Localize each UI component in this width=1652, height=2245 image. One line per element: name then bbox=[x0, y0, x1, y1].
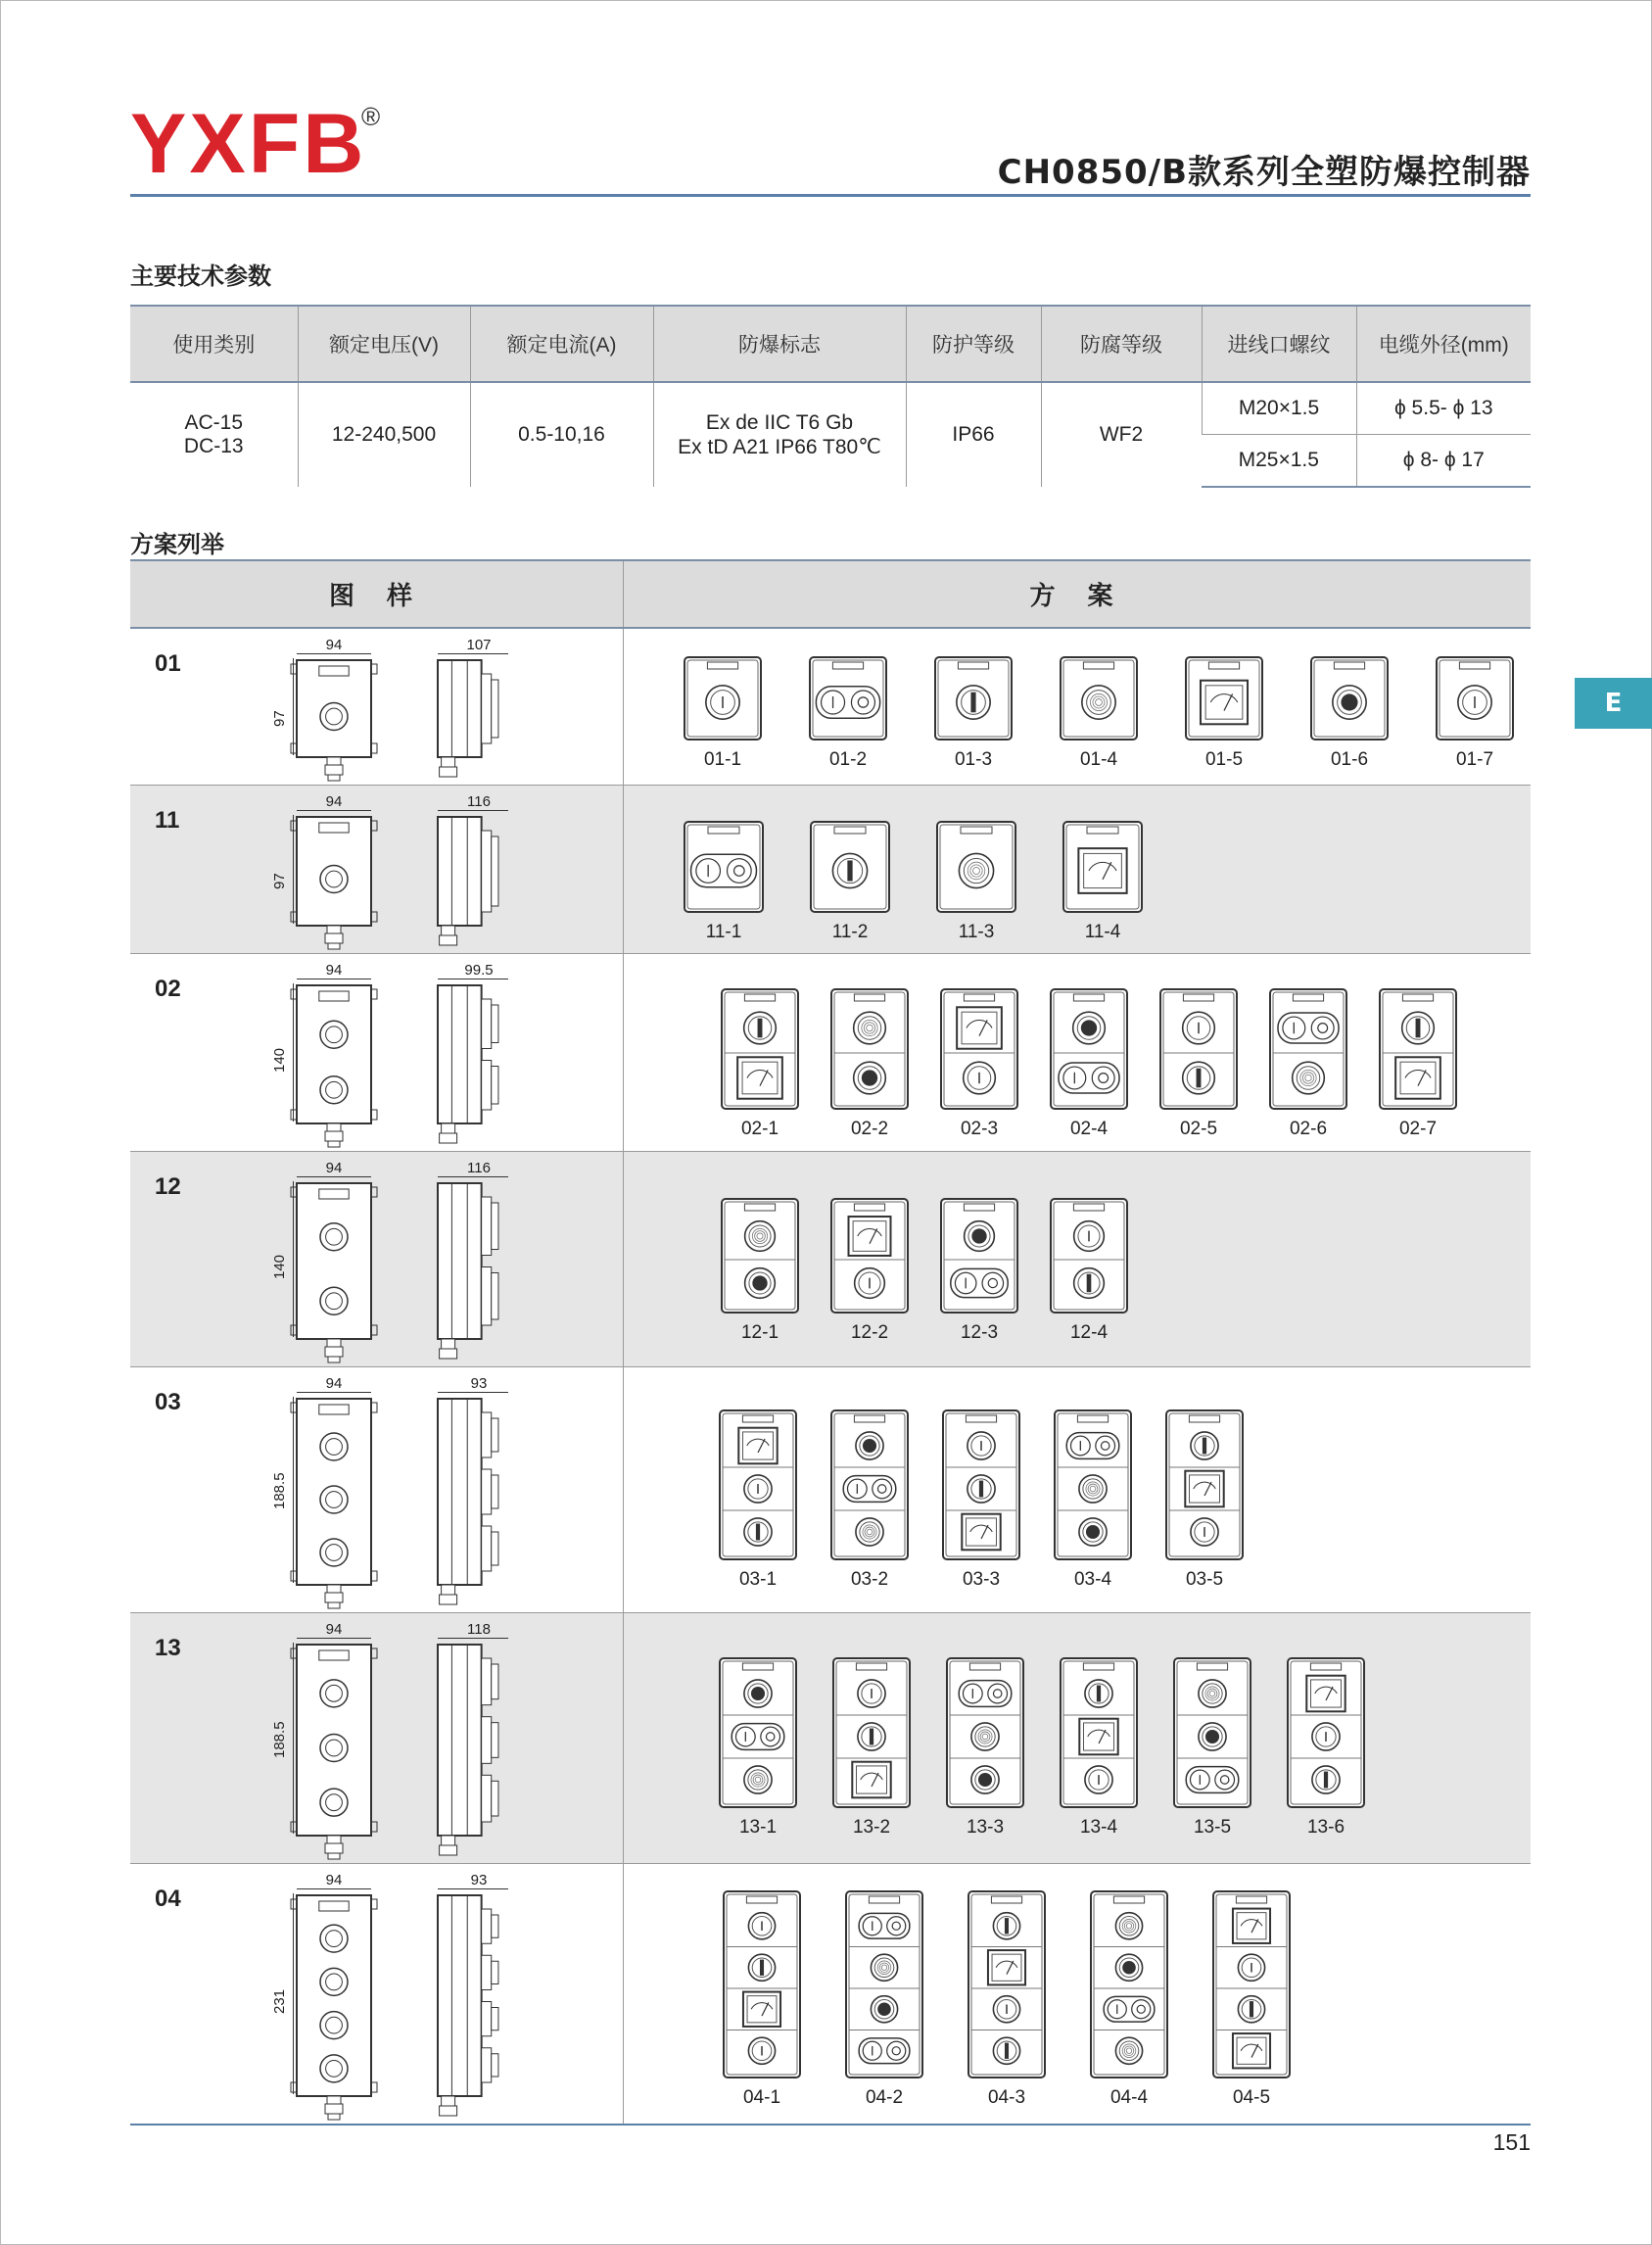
variant-item[interactable] bbox=[1059, 1656, 1139, 1839]
section-tab[interactable]: E bbox=[1575, 678, 1652, 729]
variant-code: 04-3 bbox=[987, 2087, 1026, 2108]
front-view-drawing bbox=[287, 1621, 381, 1863]
enclosure-drawing bbox=[831, 1656, 912, 1809]
enclosure-drawing bbox=[683, 820, 765, 914]
variant-code: 01-2 bbox=[828, 749, 868, 770]
front-view-drawing bbox=[287, 1872, 381, 2124]
plan-drawing-cell bbox=[130, 1864, 624, 2124]
variant-item[interactable] bbox=[829, 1197, 910, 1344]
variant-code: 12-2 bbox=[850, 1322, 889, 1343]
plans-section-title: 方案列举 bbox=[130, 531, 224, 558]
variant-item[interactable] bbox=[967, 1889, 1047, 2109]
plan-variants-cell bbox=[624, 1152, 1531, 1366]
enclosure-drawing bbox=[1378, 987, 1458, 1111]
plan-drawing-cell bbox=[130, 786, 624, 953]
enclosure-drawing bbox=[718, 1409, 798, 1561]
depth-dimension: 93 bbox=[470, 1375, 488, 1392]
enclosure-drawing bbox=[1158, 987, 1239, 1111]
variant-code: 03-4 bbox=[1073, 1569, 1112, 1590]
spec-current: 0.5-10,16 bbox=[470, 382, 653, 487]
enclosure-drawing bbox=[809, 820, 891, 914]
variant-code: 02-3 bbox=[960, 1119, 999, 1139]
variant-item[interactable] bbox=[1184, 655, 1264, 771]
spec-header: 防腐等级 bbox=[1041, 306, 1202, 382]
variant-item[interactable] bbox=[829, 987, 910, 1140]
height-dimension: 188.5 bbox=[271, 1720, 288, 1758]
height-dimension: 97 bbox=[271, 709, 288, 727]
front-view-drawing bbox=[287, 1375, 381, 1612]
enclosure-drawing bbox=[1211, 1889, 1292, 2079]
plan-code: 11 bbox=[155, 807, 180, 834]
spec-section-title: 主要技术参数 bbox=[130, 263, 271, 290]
variant-code: 12-1 bbox=[740, 1322, 779, 1343]
variant-code: 01-3 bbox=[954, 749, 993, 770]
enclosure-drawing bbox=[1309, 655, 1390, 741]
variant-code: 02-4 bbox=[1069, 1119, 1109, 1139]
plan-drawing-cell bbox=[130, 1613, 624, 1863]
variant-code: 01-5 bbox=[1204, 749, 1244, 770]
spec-header: 电缆外径(mm) bbox=[1356, 306, 1531, 382]
enclosure-drawing bbox=[683, 655, 763, 741]
variant-code: 03-3 bbox=[962, 1569, 1001, 1590]
plans-header-drawing: 图 样 bbox=[130, 561, 624, 627]
variant-item[interactable] bbox=[720, 1197, 800, 1344]
spec-header: 额定电压(V) bbox=[298, 306, 470, 382]
height-dimension: 140 bbox=[271, 1254, 288, 1279]
registered-mark: ® bbox=[361, 102, 384, 131]
plan-code: 02 bbox=[155, 976, 181, 1002]
plans-header-scheme: 方 案 bbox=[1029, 582, 1125, 611]
spec-header: 防护等级 bbox=[906, 306, 1041, 382]
variant-item[interactable] bbox=[1378, 987, 1458, 1140]
variant-item[interactable] bbox=[809, 820, 891, 943]
spec-protection: IP66 bbox=[906, 382, 1041, 487]
ex-mark-gas: Ex de IIC T6 Gb bbox=[705, 410, 854, 434]
variant-code: 01-6 bbox=[1330, 749, 1369, 770]
plans-header bbox=[130, 559, 1531, 629]
enclosure-drawing bbox=[939, 987, 1019, 1111]
enclosure-drawing bbox=[829, 1409, 910, 1561]
spec-row bbox=[130, 382, 1531, 435]
enclosure-drawing bbox=[935, 820, 1017, 914]
variant-item[interactable] bbox=[718, 1409, 798, 1591]
brand-logo bbox=[130, 97, 384, 191]
width-dimension: 94 bbox=[325, 793, 343, 810]
variant-item[interactable] bbox=[1049, 987, 1129, 1140]
variant-code: 13-5 bbox=[1193, 1817, 1232, 1838]
enclosure-drawing bbox=[933, 655, 1014, 741]
enclosure-drawing bbox=[1059, 655, 1139, 741]
plan-variants-cell bbox=[624, 629, 1531, 785]
depth-dimension: 99.5 bbox=[464, 962, 494, 979]
enclosure-drawing bbox=[967, 1889, 1047, 2079]
plan-code: 12 bbox=[155, 1173, 181, 1200]
front-view-drawing bbox=[287, 637, 381, 785]
plan-row bbox=[130, 1613, 1531, 1864]
side-view-drawing bbox=[434, 1621, 534, 1863]
width-dimension: 94 bbox=[325, 1160, 343, 1176]
variant-item[interactable] bbox=[683, 820, 765, 943]
height-dimension: 231 bbox=[271, 1988, 288, 2014]
front-view-drawing bbox=[287, 962, 381, 1151]
plan-variants-cell bbox=[624, 1864, 1531, 2124]
plan-drawing-cell bbox=[130, 1152, 624, 1366]
spec-table bbox=[130, 305, 1531, 488]
variant-item[interactable] bbox=[935, 820, 1017, 943]
enclosure-drawing bbox=[1062, 820, 1144, 914]
variant-code: 01-7 bbox=[1455, 749, 1494, 770]
spec-header: 进线口螺纹 bbox=[1202, 306, 1356, 382]
variant-code: 11-4 bbox=[1084, 922, 1121, 942]
enclosure-drawing bbox=[941, 1409, 1021, 1561]
variant-item[interactable] bbox=[1089, 1889, 1169, 2109]
variant-code: 13-1 bbox=[738, 1817, 778, 1838]
variant-code: 04-5 bbox=[1232, 2087, 1271, 2108]
variant-item[interactable] bbox=[933, 655, 1014, 771]
variant-item[interactable] bbox=[939, 987, 1019, 1140]
enclosure-drawing bbox=[720, 1197, 800, 1314]
variant-item[interactable] bbox=[1435, 655, 1515, 771]
variant-code: 13-4 bbox=[1079, 1817, 1118, 1838]
enclosure-drawing bbox=[1164, 1409, 1245, 1561]
side-view-drawing bbox=[434, 793, 534, 953]
variant-code: 02-6 bbox=[1289, 1119, 1328, 1139]
variant-code: 12-4 bbox=[1069, 1322, 1109, 1343]
variant-item[interactable] bbox=[1062, 820, 1144, 943]
width-dimension: 94 bbox=[325, 1872, 343, 1888]
variant-item[interactable] bbox=[808, 655, 888, 771]
variant-code: 02-1 bbox=[740, 1119, 779, 1139]
plan-row bbox=[130, 954, 1531, 1152]
category-ac: AC-15 bbox=[184, 411, 244, 434]
ex-mark-dust: Ex tD A21 IP66 T80℃ bbox=[678, 435, 881, 458]
enclosure-drawing bbox=[808, 655, 888, 741]
side-view-drawing bbox=[434, 1872, 534, 2124]
height-dimension: 188.5 bbox=[271, 1472, 288, 1509]
plan-drawing-cell bbox=[130, 629, 624, 785]
front-view-drawing bbox=[287, 1160, 381, 1366]
depth-dimension: 118 bbox=[467, 1621, 491, 1638]
variant-code: 02-2 bbox=[850, 1119, 889, 1139]
header-divider bbox=[130, 194, 1531, 197]
variant-code: 04-1 bbox=[742, 2087, 781, 2108]
width-dimension: 94 bbox=[325, 1621, 343, 1638]
page-number: 151 bbox=[1492, 2129, 1531, 2155]
spec-ex-mark bbox=[653, 382, 906, 487]
variant-item[interactable] bbox=[720, 987, 800, 1140]
page-title: CH0850/B款系列全塑防爆控制器 bbox=[997, 153, 1531, 192]
plan-row bbox=[130, 1367, 1531, 1613]
spec-header-row bbox=[130, 306, 1531, 382]
variant-code: 11-1 bbox=[705, 922, 742, 942]
variant-item[interactable] bbox=[831, 1656, 912, 1839]
variant-item[interactable] bbox=[945, 1656, 1025, 1839]
variant-item[interactable] bbox=[722, 1889, 802, 2109]
enclosure-drawing bbox=[1172, 1656, 1252, 1809]
plans-table bbox=[130, 559, 1531, 2126]
variant-item[interactable] bbox=[1059, 655, 1139, 771]
variant-code: 11-2 bbox=[831, 922, 869, 942]
spec-voltage: 12-240,500 bbox=[298, 382, 470, 487]
enclosure-drawing bbox=[829, 1197, 910, 1314]
depth-dimension: 116 bbox=[467, 793, 491, 810]
variant-item[interactable] bbox=[1268, 987, 1348, 1140]
depth-dimension: 93 bbox=[470, 1872, 488, 1888]
plan-variants-cell bbox=[624, 1367, 1531, 1612]
spec-cable: ϕ 5.5- ϕ 13 bbox=[1356, 382, 1531, 435]
variant-code: 04-2 bbox=[865, 2087, 904, 2108]
plan-drawing-cell bbox=[130, 1367, 624, 1612]
side-view-drawing bbox=[434, 1375, 534, 1612]
variant-code: 13-6 bbox=[1306, 1817, 1345, 1838]
variant-item[interactable] bbox=[1053, 1409, 1133, 1591]
depth-dimension: 116 bbox=[467, 1160, 491, 1176]
enclosure-drawing bbox=[1286, 1656, 1366, 1809]
side-view-drawing bbox=[434, 1160, 534, 1366]
variant-code: 11-3 bbox=[958, 922, 995, 942]
enclosure-drawing bbox=[1049, 987, 1129, 1111]
plan-row bbox=[130, 1864, 1531, 2126]
variant-code: 12-3 bbox=[960, 1322, 999, 1343]
variant-code: 02-7 bbox=[1398, 1119, 1438, 1139]
enclosure-drawing bbox=[718, 1656, 798, 1809]
variant-item[interactable] bbox=[1164, 1409, 1245, 1591]
plan-variants-cell bbox=[624, 1613, 1531, 1863]
variant-item[interactable] bbox=[844, 1889, 924, 2109]
width-dimension: 94 bbox=[325, 1375, 343, 1392]
category-dc: DC-13 bbox=[183, 435, 244, 457]
logo-text: YXFB bbox=[130, 97, 367, 191]
spec-header: 使用类别 bbox=[130, 306, 298, 382]
depth-dimension: 107 bbox=[466, 637, 492, 653]
variant-item[interactable] bbox=[1211, 1889, 1292, 2109]
enclosure-drawing bbox=[1059, 1656, 1139, 1809]
width-dimension: 94 bbox=[325, 962, 343, 979]
variant-item[interactable] bbox=[1049, 1197, 1129, 1344]
spec-cable: ϕ 8- ϕ 17 bbox=[1356, 435, 1531, 488]
variant-code: 03-1 bbox=[738, 1569, 778, 1590]
variant-code: 13-3 bbox=[966, 1817, 1005, 1838]
spec-header: 额定电流(A) bbox=[470, 306, 653, 382]
plan-row bbox=[130, 1152, 1531, 1367]
width-dimension: 94 bbox=[325, 637, 343, 653]
enclosure-drawing bbox=[1435, 655, 1515, 741]
plan-drawing-cell bbox=[130, 954, 624, 1151]
variant-item[interactable] bbox=[1158, 987, 1239, 1140]
enclosure-drawing bbox=[829, 987, 910, 1111]
variant-code: 04-4 bbox=[1109, 2087, 1149, 2108]
variant-item[interactable] bbox=[1309, 655, 1390, 771]
height-dimension: 140 bbox=[271, 1047, 288, 1073]
enclosure-drawing bbox=[844, 1889, 924, 2079]
side-view-drawing bbox=[434, 637, 534, 785]
spec-header: 防爆标志 bbox=[653, 306, 906, 382]
front-view-drawing bbox=[287, 793, 381, 953]
side-view-drawing bbox=[434, 962, 534, 1151]
plan-code: 04 bbox=[155, 1886, 181, 1912]
plan-code: 01 bbox=[155, 650, 181, 677]
spec-thread: M20×1.5 bbox=[1202, 382, 1356, 435]
plan-code: 03 bbox=[155, 1389, 181, 1415]
variant-item[interactable] bbox=[1172, 1656, 1252, 1839]
height-dimension: 97 bbox=[271, 872, 288, 889]
variant-code: 03-5 bbox=[1185, 1569, 1224, 1590]
variant-item[interactable] bbox=[939, 1197, 1019, 1344]
spec-anticorrosion: WF2 bbox=[1041, 382, 1202, 487]
plan-variants-cell bbox=[624, 954, 1531, 1151]
spec-thread: M25×1.5 bbox=[1202, 435, 1356, 488]
variant-item[interactable] bbox=[941, 1409, 1021, 1591]
enclosure-drawing bbox=[1089, 1889, 1169, 2079]
enclosure-drawing bbox=[945, 1656, 1025, 1809]
plan-code: 13 bbox=[155, 1635, 181, 1661]
variant-item[interactable] bbox=[829, 1409, 910, 1591]
variant-item[interactable] bbox=[718, 1656, 798, 1839]
enclosure-drawing bbox=[1053, 1409, 1133, 1561]
spec-category bbox=[130, 382, 298, 487]
variant-code: 02-5 bbox=[1179, 1119, 1218, 1139]
enclosure-drawing bbox=[722, 1889, 802, 2079]
variant-item[interactable] bbox=[683, 655, 763, 771]
plan-row bbox=[130, 786, 1531, 954]
enclosure-drawing bbox=[1049, 1197, 1129, 1314]
enclosure-drawing bbox=[939, 1197, 1019, 1314]
variant-code: 13-2 bbox=[852, 1817, 891, 1838]
plan-variants-cell bbox=[624, 786, 1531, 953]
enclosure-drawing bbox=[720, 987, 800, 1111]
variant-code: 01-1 bbox=[703, 749, 742, 770]
variant-code: 03-2 bbox=[850, 1569, 889, 1590]
enclosure-drawing bbox=[1268, 987, 1348, 1111]
variant-item[interactable] bbox=[1286, 1656, 1366, 1839]
enclosure-drawing bbox=[1184, 655, 1264, 741]
variant-code: 01-4 bbox=[1079, 749, 1118, 770]
plan-row bbox=[130, 629, 1531, 786]
